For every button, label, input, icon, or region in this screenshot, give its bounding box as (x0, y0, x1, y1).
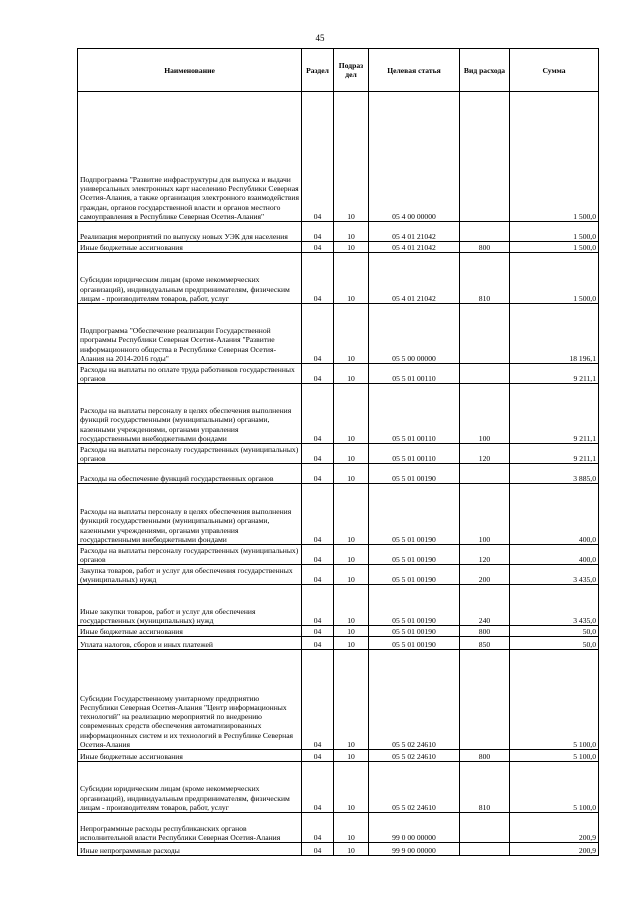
budget-table (77, 48, 599, 856)
row-sum: 50,0 (510, 626, 599, 637)
row-name: Иные бюджетные ассигнования (78, 626, 302, 637)
row-type: 810 (460, 762, 510, 813)
row-section: 04 (302, 843, 334, 856)
row-subsection: 10 (334, 585, 369, 626)
row-target: 05 5 01 00190 (369, 565, 460, 585)
row-target: 05 5 01 00190 (369, 484, 460, 545)
row-target: 05 5 01 00190 (369, 545, 460, 565)
row-type: 120 (460, 444, 510, 464)
row-subsection: 10 (334, 650, 369, 750)
row-subsection: 10 (334, 222, 369, 242)
row-name: Субсидии юридическим лицам (кроме некоммерческих организаций), индивидуальным предпринимателям, физическим лицам - производителям товаров, работ, услуг (78, 253, 302, 304)
table-row (78, 253, 599, 304)
header-subsection: Подраз дел (334, 49, 369, 92)
row-subsection: 10 (334, 364, 369, 384)
row-subsection: 10 (334, 565, 369, 585)
row-subsection: 10 (334, 384, 369, 444)
row-name: Расходы на выплаты персоналу государственных (муниципальных) органов (78, 444, 302, 464)
row-section: 04 (302, 762, 334, 813)
row-type: 240 (460, 585, 510, 626)
row-sum: 3 885,0 (510, 464, 599, 484)
row-name: Субсидии Государственному унитарному предприятию Республики Северная Осетия-Алания "Центр информационных технологий" на реализацию мероприятий по внедрению современных средств обеспечения автоматизированных информационных систем и их технологий в Республике Северная Осетия-Алания (78, 650, 302, 750)
row-type: 200 (460, 565, 510, 585)
row-subsection: 10 (334, 444, 369, 464)
row-type (460, 304, 510, 364)
row-sum: 50,0 (510, 637, 599, 650)
row-target: 05 5 02 24610 (369, 750, 460, 762)
row-name: Иные бюджетные ассигнования (78, 242, 302, 253)
table-row (78, 464, 599, 484)
row-subsection: 10 (334, 626, 369, 637)
row-sum: 1 500,0 (510, 222, 599, 242)
row-target: 05 5 01 00110 (369, 384, 460, 444)
row-section: 04 (302, 384, 334, 444)
row-section: 04 (302, 545, 334, 565)
row-subsection: 10 (334, 545, 369, 565)
row-section: 04 (302, 92, 334, 222)
header-target: Целевая статья (369, 49, 460, 92)
row-target: 99 0 00 00000 (369, 813, 460, 843)
row-section: 04 (302, 626, 334, 637)
row-sum: 9 211,1 (510, 384, 599, 444)
row-name: Уплата налогов, сборов и иных платежей (78, 637, 302, 650)
page-number: 45 (315, 33, 325, 43)
row-sum: 5 100,0 (510, 750, 599, 762)
table-header-row (78, 49, 599, 92)
row-target: 05 4 00 00000 (369, 92, 460, 222)
row-name: Реализация мероприятий по выпуску новых УЭК для населения (78, 222, 302, 242)
row-target: 05 4 01 21042 (369, 222, 460, 242)
row-name: Иные закупки товаров, работ и услуг для обеспечения государственных (муниципальных) нужд (78, 585, 302, 626)
row-section: 04 (302, 304, 334, 364)
row-target: 05 5 01 00190 (369, 585, 460, 626)
row-target: 05 5 02 24610 (369, 650, 460, 750)
row-type: 850 (460, 637, 510, 650)
row-section: 04 (302, 813, 334, 843)
table-row (78, 222, 599, 242)
row-section: 04 (302, 750, 334, 762)
row-subsection: 10 (334, 762, 369, 813)
header-section: Раздел (302, 49, 334, 92)
row-subsection: 10 (334, 464, 369, 484)
row-name: Расходы на обеспечение функций государственных органов (78, 464, 302, 484)
row-sum: 200,9 (510, 843, 599, 856)
row-subsection: 10 (334, 92, 369, 222)
row-target: 05 5 01 00190 (369, 626, 460, 637)
table-row (78, 444, 599, 464)
table-row (78, 750, 599, 762)
row-type (460, 222, 510, 242)
row-name: Иные бюджетные ассигнования (78, 750, 302, 762)
table-row (78, 565, 599, 585)
row-type (460, 650, 510, 750)
row-sum: 400,0 (510, 545, 599, 565)
row-target: 05 4 01 21042 (369, 242, 460, 253)
table-row (78, 626, 599, 637)
row-sum: 9 211,1 (510, 444, 599, 464)
row-type (460, 464, 510, 484)
table-row (78, 92, 599, 222)
table-row (78, 304, 599, 364)
row-type: 810 (460, 253, 510, 304)
row-subsection: 10 (334, 813, 369, 843)
row-type: 100 (460, 484, 510, 545)
table-row (78, 843, 599, 856)
row-section: 04 (302, 484, 334, 545)
row-target: 05 5 01 00190 (369, 637, 460, 650)
row-type: 120 (460, 545, 510, 565)
row-subsection: 10 (334, 242, 369, 253)
row-section: 04 (302, 364, 334, 384)
row-target: 05 5 00 00000 (369, 304, 460, 364)
row-name: Расходы на выплаты по оплате труда работников государственных органов (78, 364, 302, 384)
row-section: 04 (302, 242, 334, 253)
row-sum: 18 196,1 (510, 304, 599, 364)
row-target: 05 5 01 00110 (369, 444, 460, 464)
row-section: 04 (302, 464, 334, 484)
row-type (460, 813, 510, 843)
row-sum: 5 100,0 (510, 650, 599, 750)
row-name: Подпрограмма "Обеспечение реализации Государственной программы Республики Северная Осетия-Алания "Развитие информационного общества в Республике Северная Осетия-Алания на 2014-2016 годы" (78, 304, 302, 364)
row-type (460, 92, 510, 222)
row-type: 800 (460, 626, 510, 637)
table-row (78, 637, 599, 650)
row-type: 800 (460, 750, 510, 762)
row-name: Непрограммные расходы республиканских органов исполнительной власти Республики Северная Осетия-Алания (78, 813, 302, 843)
row-target: 05 5 01 00110 (369, 364, 460, 384)
row-type (460, 843, 510, 856)
table-row (78, 545, 599, 565)
table-row (78, 384, 599, 444)
table-row (78, 762, 599, 813)
row-name: Закупка товаров, работ и услуг для обеспечения государственных (муниципальных) нужд (78, 565, 302, 585)
header-sum: Сумма (510, 49, 599, 92)
row-subsection: 10 (334, 253, 369, 304)
row-name: Иные непрограммные расходы (78, 843, 302, 856)
row-section: 04 (302, 444, 334, 464)
row-sum: 1 500,0 (510, 253, 599, 304)
row-section: 04 (302, 222, 334, 242)
row-sum: 3 435,0 (510, 565, 599, 585)
row-sum: 3 435,0 (510, 585, 599, 626)
row-name: Расходы на выплаты персоналу государственных (муниципальных) органов (78, 545, 302, 565)
row-target: 05 5 01 00190 (369, 464, 460, 484)
row-type: 800 (460, 242, 510, 253)
table-row (78, 364, 599, 384)
row-sum: 200,9 (510, 813, 599, 843)
row-target: 05 4 01 21042 (369, 253, 460, 304)
row-subsection: 10 (334, 484, 369, 545)
row-subsection: 10 (334, 843, 369, 856)
row-section: 04 (302, 650, 334, 750)
row-subsection: 10 (334, 750, 369, 762)
table-row (78, 650, 599, 750)
row-target: 99 9 00 00000 (369, 843, 460, 856)
table-row (78, 813, 599, 843)
row-sum: 400,0 (510, 484, 599, 545)
row-sum: 1 500,0 (510, 242, 599, 253)
table-row (78, 484, 599, 545)
row-section: 04 (302, 565, 334, 585)
row-name: Подпрограмма "Развитие инфраструктуры для выпуска и выдачи универсальных электронных карт населению Республики Северная Осетия-Алания, а также организация электронного взаимодействия граждан, органов государственной власти и органов местного самоуправления в Республике Северная Осетия-Алания" (78, 92, 302, 222)
row-name: Расходы на выплаты персоналу в целях обеспечения выполнения функций государственными (муниципальными) органами, казенными учреждениями, органами управления государственными внебюджетными фондами (78, 484, 302, 545)
row-section: 04 (302, 585, 334, 626)
row-type (460, 364, 510, 384)
row-type: 100 (460, 384, 510, 444)
row-section: 04 (302, 637, 334, 650)
row-target: 05 5 02 24610 (369, 762, 460, 813)
header-name: Наименование (78, 49, 302, 92)
table-row (78, 242, 599, 253)
row-section: 04 (302, 253, 334, 304)
row-sum: 1 500,0 (510, 92, 599, 222)
row-subsection: 10 (334, 637, 369, 650)
row-sum: 5 100,0 (510, 762, 599, 813)
row-sum: 9 211,1 (510, 364, 599, 384)
header-type: Вид расхода (460, 49, 510, 92)
table-row (78, 585, 599, 626)
row-name: Субсидии юридическим лицам (кроме некоммерческих организаций), индивидуальным предпринимателям, физическим лицам - производителям товаров, работ, услуг (78, 762, 302, 813)
row-name: Расходы на выплаты персоналу в целях обеспечения выполнения функций государственными (муниципальными) органами, казенными учреждениями, органами управления государственными внебюджетными фондами (78, 384, 302, 444)
row-subsection: 10 (334, 304, 369, 364)
